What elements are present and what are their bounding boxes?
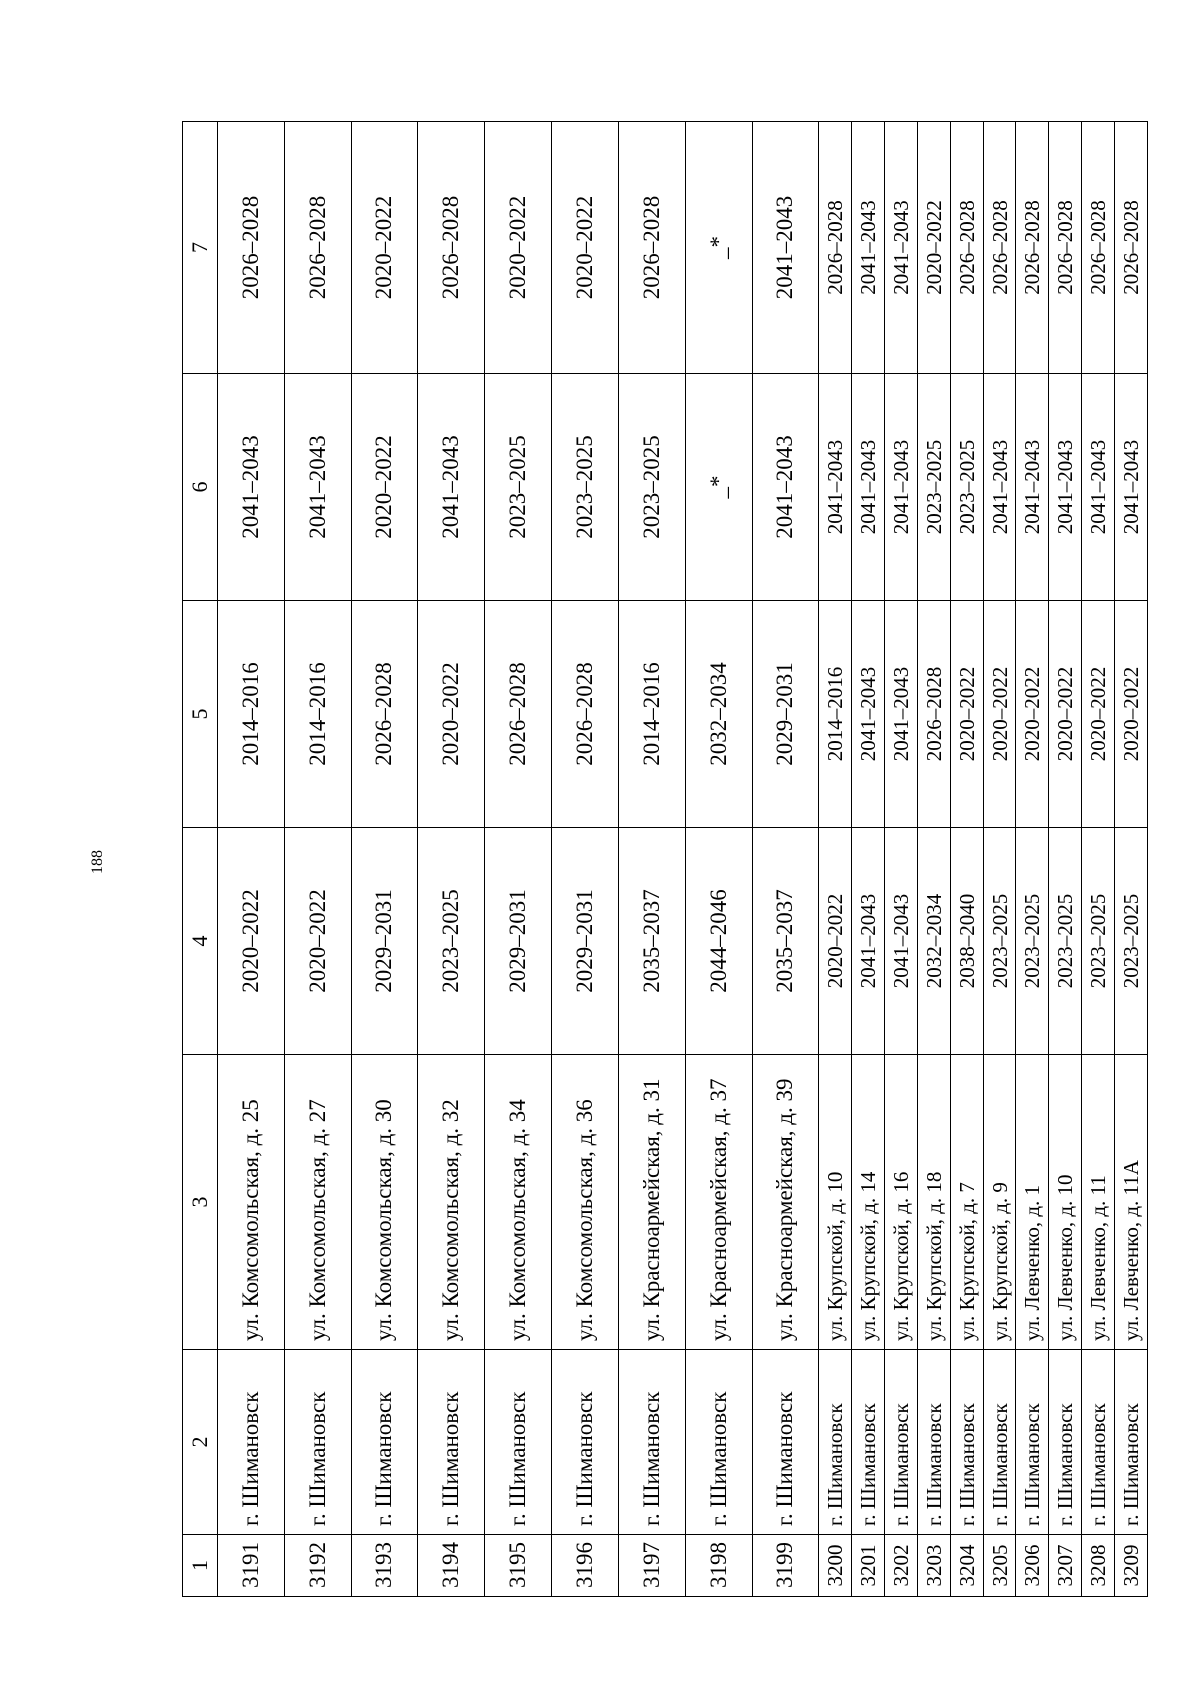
table-row (618, 122, 685, 1597)
period-col7-cell: 2026–2028 (950, 122, 983, 374)
period-col6-cell: 2041–2043 (885, 374, 918, 601)
period-col5-cell: 2014–2016 (284, 601, 351, 828)
period-col5-cell: 2014–2016 (618, 601, 685, 828)
period-col6-cell: 2041–2043 (752, 374, 819, 601)
period-col4-cell: 2020–2022 (284, 828, 351, 1055)
period-col7-cell: 2026–2028 (1082, 122, 1115, 374)
period-col5-cell: 2026–2028 (351, 601, 418, 828)
city-cell: г. Шимановск (418, 1350, 485, 1535)
period-col6-cell: 2041–2043 (1115, 374, 1148, 601)
period-col7-cell: 2026–2028 (218, 122, 285, 374)
table-row (685, 122, 752, 1597)
period-col7-cell: 2026–2028 (418, 122, 485, 374)
row-number: 3204 (950, 1535, 983, 1597)
address-cell: ул. Комсомольская, д. 34 (485, 1055, 552, 1350)
address-cell: ул. Красноармейская, д. 39 (752, 1055, 819, 1350)
period-col6-cell: 2041–2043 (284, 374, 351, 601)
row-number: 3202 (885, 1535, 918, 1597)
city-cell: г. Шимановск (1049, 1350, 1082, 1535)
period-col6-cell: 2023–2025 (485, 374, 552, 601)
table-row (1082, 122, 1115, 1597)
period-col7-cell: 2026–2028 (1049, 122, 1082, 374)
table-row (983, 122, 1016, 1597)
period-col4-cell: 2035–2037 (618, 828, 685, 1055)
period-col6-cell: 2041–2043 (1049, 374, 1082, 601)
table-row (752, 122, 819, 1597)
address-cell: ул. Левченко, д. 1 (1016, 1055, 1049, 1350)
period-col7-cell: 2041–2043 (852, 122, 885, 374)
address-cell: ул. Крупской, д. 10 (819, 1055, 852, 1350)
table-row (852, 122, 885, 1597)
city-cell: г. Шимановск (218, 1350, 285, 1535)
table-row (1115, 122, 1148, 1597)
row-number: 3198 (685, 1535, 752, 1597)
row-number: 3208 (1082, 1535, 1115, 1597)
column-header: 1 (183, 1535, 218, 1597)
period-col5-cell: 2020–2022 (1049, 601, 1082, 828)
period-col4-cell: 2029–2031 (351, 828, 418, 1055)
period-col6-cell: 2023–2025 (552, 374, 619, 601)
row-number: 3192 (284, 1535, 351, 1597)
period-col5-cell: 2020–2022 (1016, 601, 1049, 828)
period-col6-cell: 2041–2043 (852, 374, 885, 601)
period-col7-cell: 2026–2028 (983, 122, 1016, 374)
period-col5-cell: 2020–2022 (950, 601, 983, 828)
period-col5-cell: 2020–2022 (1115, 601, 1148, 828)
period-col5-cell: 2026–2028 (485, 601, 552, 828)
period-col4-cell: 2020–2022 (218, 828, 285, 1055)
table-row (351, 122, 418, 1597)
address-cell: ул. Комсомольская, д. 36 (552, 1055, 619, 1350)
period-col4-cell: 2023–2025 (1082, 828, 1115, 1055)
period-col7-cell: 2041–2043 (885, 122, 918, 374)
period-col4-cell: 2023–2025 (983, 828, 1016, 1055)
period-col5-cell: 2029–2031 (752, 601, 819, 828)
period-col7-cell: 2020–2022 (485, 122, 552, 374)
period-col6-cell: 2023–2025 (618, 374, 685, 601)
period-col5-cell: 2041–2043 (852, 601, 885, 828)
row-number: 3203 (917, 1535, 950, 1597)
address-cell: ул. Красноармейская, д. 37 (685, 1055, 752, 1350)
city-cell: г. Шимановск (950, 1350, 983, 1535)
period-col4-cell: 2023–2025 (418, 828, 485, 1055)
row-number: 3201 (852, 1535, 885, 1597)
row-number: 3200 (819, 1535, 852, 1597)
address-cell: ул. Крупской, д. 16 (885, 1055, 918, 1350)
period-col7-cell: 2026–2028 (819, 122, 852, 374)
period-col5-cell: 2020–2022 (983, 601, 1016, 828)
period-col4-cell: 2032–2034 (917, 828, 950, 1055)
period-col4-cell: 2023–2025 (1115, 828, 1148, 1055)
city-cell: г. Шимановск (852, 1350, 885, 1535)
row-number: 3206 (1016, 1535, 1049, 1597)
page-number: 188 (89, 850, 106, 874)
period-col7-cell: 2020–2022 (917, 122, 950, 374)
city-cell: г. Шимановск (885, 1350, 918, 1535)
city-cell: г. Шимановск (685, 1350, 752, 1535)
row-number: 3205 (983, 1535, 1016, 1597)
city-cell: г. Шимановск (1115, 1350, 1148, 1535)
table-row (284, 122, 351, 1597)
city-cell: г. Шимановск (351, 1350, 418, 1535)
city-cell: г. Шимановск (552, 1350, 619, 1535)
header-row (183, 122, 218, 1597)
table-row (917, 122, 950, 1597)
period-col4-cell: 2038–2040 (950, 828, 983, 1055)
row-number: 3197 (618, 1535, 685, 1597)
row-number: 3199 (752, 1535, 819, 1597)
period-col5-cell: 2032–2034 (685, 601, 752, 828)
period-col7-cell: 2026–2028 (284, 122, 351, 374)
period-col4-cell: 2041–2043 (885, 828, 918, 1055)
city-cell: г. Шимановск (485, 1350, 552, 1535)
period-col7-cell: _* (685, 122, 752, 374)
table-row (950, 122, 983, 1597)
table-row (1049, 122, 1082, 1597)
address-cell: ул. Левченко, д. 11 (1082, 1055, 1115, 1350)
column-header: 3 (183, 1055, 218, 1350)
period-col4-cell: 2023–2025 (1049, 828, 1082, 1055)
period-col7-cell: 2026–2028 (1115, 122, 1148, 374)
period-col4-cell: 2029–2031 (485, 828, 552, 1055)
city-cell: г. Шимановск (983, 1350, 1016, 1535)
city-cell: г. Шимановск (284, 1350, 351, 1535)
period-col5-cell: 2026–2028 (917, 601, 950, 828)
column-header: 4 (183, 828, 218, 1055)
row-number: 3193 (351, 1535, 418, 1597)
table-row (552, 122, 619, 1597)
city-cell: г. Шимановск (1016, 1350, 1049, 1535)
period-col7-cell: 2026–2028 (1016, 122, 1049, 374)
period-col4-cell: 2044–2046 (685, 828, 752, 1055)
address-cell: ул. Комсомольская, д. 25 (218, 1055, 285, 1350)
period-col6-cell: _* (685, 374, 752, 601)
address-cell: ул. Левченко, д. 10 (1049, 1055, 1082, 1350)
city-cell: г. Шимановск (752, 1350, 819, 1535)
period-col5-cell: 2020–2022 (418, 601, 485, 828)
period-col4-cell: 2020–2022 (819, 828, 852, 1055)
city-cell: г. Шимановск (1082, 1350, 1115, 1535)
row-number: 3195 (485, 1535, 552, 1597)
address-cell: ул. Красноармейская, д. 31 (618, 1055, 685, 1350)
city-cell: г. Шимановск (618, 1350, 685, 1535)
table-row (418, 122, 485, 1597)
table-row (819, 122, 852, 1597)
period-col5-cell: 2014–2016 (218, 601, 285, 828)
period-col6-cell: 2041–2043 (218, 374, 285, 601)
period-col7-cell: 2020–2022 (552, 122, 619, 374)
period-col4-cell: 2023–2025 (1016, 828, 1049, 1055)
period-col6-cell: 2020–2022 (351, 374, 418, 601)
row-number: 3207 (1049, 1535, 1082, 1597)
period-col5-cell: 2041–2043 (885, 601, 918, 828)
period-col4-cell: 2041–2043 (852, 828, 885, 1055)
period-col6-cell: 2041–2043 (983, 374, 1016, 601)
period-col4-cell: 2029–2031 (552, 828, 619, 1055)
row-number: 3191 (218, 1535, 285, 1597)
period-col6-cell: 2023–2025 (917, 374, 950, 601)
address-cell: ул. Левченко, д. 11А (1115, 1055, 1148, 1350)
city-cell: г. Шимановск (819, 1350, 852, 1535)
address-cell: ул. Комсомольская, д. 27 (284, 1055, 351, 1350)
column-header: 2 (183, 1350, 218, 1535)
table-row (218, 122, 285, 1597)
row-number: 3194 (418, 1535, 485, 1597)
period-col6-cell: 2041–2043 (1082, 374, 1115, 601)
address-cell: ул. Крупской, д. 9 (983, 1055, 1016, 1350)
period-col6-cell: 2041–2043 (1016, 374, 1049, 601)
column-header: 6 (183, 374, 218, 601)
city-cell: г. Шимановск (917, 1350, 950, 1535)
period-col6-cell: 2041–2043 (819, 374, 852, 601)
period-col6-cell: 2041–2043 (418, 374, 485, 601)
row-number: 3196 (552, 1535, 619, 1597)
address-cell: ул. Крупской, д. 18 (917, 1055, 950, 1350)
table-row (1016, 122, 1049, 1597)
address-cell: ул. Комсомольская, д. 30 (351, 1055, 418, 1350)
period-col6-cell: 2023–2025 (950, 374, 983, 601)
address-cell: ул. Крупской, д. 7 (950, 1055, 983, 1350)
address-cell: ул. Крупской, д. 14 (852, 1055, 885, 1350)
period-col7-cell: 2026–2028 (618, 122, 685, 374)
period-col4-cell: 2035–2037 (752, 828, 819, 1055)
table-row (485, 122, 552, 1597)
period-col5-cell: 2014–2016 (819, 601, 852, 828)
address-cell: ул. Комсомольская, д. 32 (418, 1055, 485, 1350)
table-row (885, 122, 918, 1597)
period-col5-cell: 2026–2028 (552, 601, 619, 828)
period-col5-cell: 2020–2022 (1082, 601, 1115, 828)
period-col7-cell: 2041–2043 (752, 122, 819, 374)
period-col7-cell: 2020–2022 (351, 122, 418, 374)
row-number: 3209 (1115, 1535, 1148, 1597)
column-header: 5 (183, 601, 218, 828)
rotated-table-container (182, 122, 1148, 1597)
column-header: 7 (183, 122, 218, 374)
data-table (182, 121, 1148, 1597)
